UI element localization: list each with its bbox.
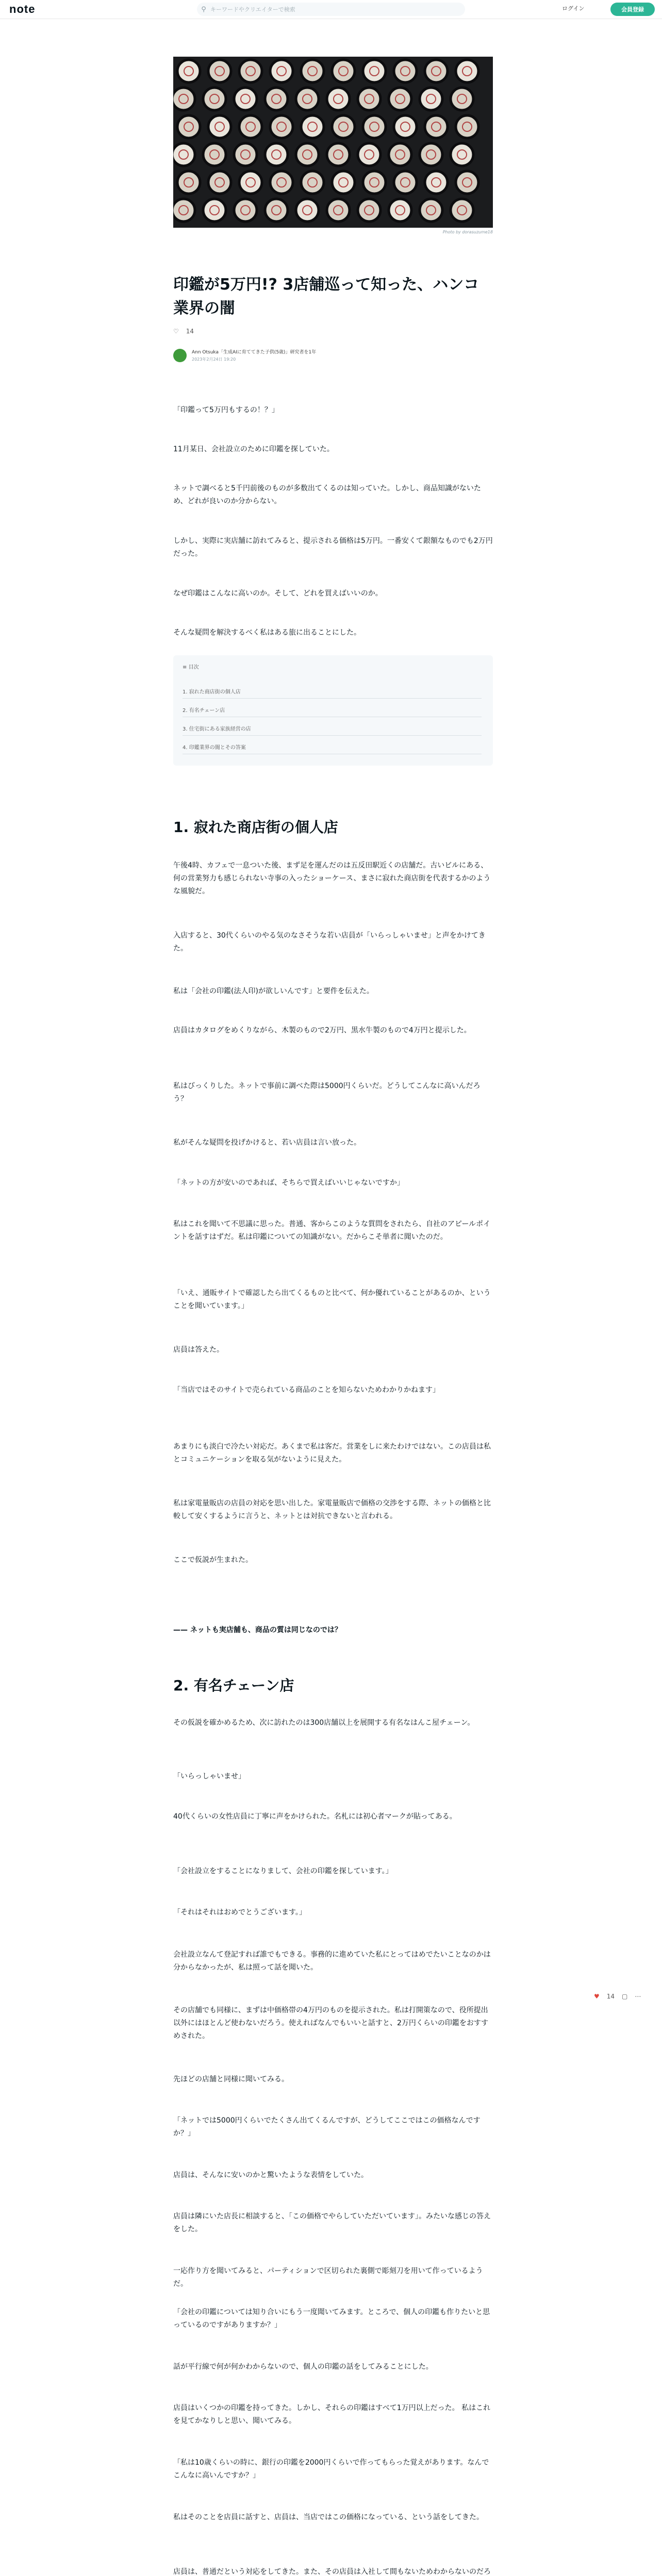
- s2-paragraph: 「私は10歳くらいの時に、銀行の印鑑を2000円くらいで作ってもらった覚えがあります。なんでこんなに高いんですか？」: [173, 2459, 489, 2480]
- search-bar[interactable]: [197, 3, 465, 16]
- s2-paragraph: 店員はいくつかの印鑑を持ってきた。しかし、それらの印鑑はすべて1万円以上だった。 私はこれを見てかなりしと思い、聞いてみる。: [173, 2404, 491, 2425]
- heart-icon[interactable]: ♡: [173, 328, 179, 335]
- s2-paragraph: 店員は、普通だという対応をしてきた。また、その店員は入社して間もないためわからないのだろ: [173, 2568, 491, 2576]
- stamp-cap: [270, 60, 293, 82]
- stamp-cap: [270, 171, 293, 194]
- stamp-cap: [296, 143, 319, 166]
- stamp-cap: [327, 199, 350, 222]
- floating-like-count: 14: [606, 1993, 615, 2000]
- stamp-cap: [203, 88, 226, 110]
- stamp-cap: [296, 199, 319, 222]
- s1-paragraph: 「当店ではそのサイトで売られている商品のことを知らないためわかりかねます」: [173, 1386, 440, 1394]
- stamp-cap: [208, 60, 231, 82]
- s2-paragraph: 「会社設立をすることになりまして、会社の印鑑を探しています。」: [173, 1867, 393, 1875]
- stamp-cap: [234, 88, 257, 110]
- s2-paragraph: 「それはそれはおめでとうございます。」: [173, 1908, 306, 1917]
- stamp-cap: [389, 199, 411, 222]
- stamp-cap: [270, 115, 293, 138]
- stamp-cap: [173, 88, 195, 110]
- toc-item[interactable]: 4. 印鑑業界の闇とその答案: [183, 743, 482, 754]
- s2-paragraph: 一応作り方を聞いてみると、パーティションで区切られた裏側で彫刻刀を用いて作っているようだ。: [173, 2267, 483, 2288]
- stamp-cap: [456, 115, 478, 138]
- s1-paragraph: 「いえ、通販サイトで確認したら出てくるものと比べて、何か優れていることがあるのか、ということを聞いています。」: [173, 1289, 491, 1310]
- stamp-cap: [363, 171, 386, 194]
- intro-paragraph: そんな疑問を解決するべく私はある旅に出ることにした。: [173, 629, 361, 637]
- floating-actions: [594, 1993, 641, 2000]
- s1-paragraph: 私はびっくりした。ネットで事前に調べた際は5000円くらいだ。どうしてこんなに高いんだろう？: [173, 1082, 481, 1103]
- share-icon[interactable]: ⋯: [635, 1993, 641, 2000]
- stamp-cap: [265, 88, 288, 110]
- s2-paragraph: 店員は隣にいた店長に相談すると、「この価格でやらしていただいています」。みたいな感じの答えをした。: [173, 2212, 491, 2233]
- stamp-cap: [451, 199, 473, 222]
- stamp-cap: [327, 143, 350, 166]
- toc-item[interactable]: 1. 寂れた商店街の個人店: [183, 687, 482, 699]
- stamp-cap: [425, 171, 448, 194]
- s2-paragraph: 「会社の印鑑については知り合いにもう一度聞いてみます。ところで、個人の印鑑も作りたいと思っているのですがありますか？」: [173, 2308, 490, 2329]
- stamp-cap: [420, 199, 442, 222]
- stamp-cap: [456, 171, 478, 194]
- stamp-cap: [363, 115, 386, 138]
- section-1-heading: 1. 寂れた商店街の個人店: [173, 819, 338, 836]
- intro-paragraph: しかし、実際に実店舗に訪れてみると、提示される価格は5万円。一番安くて銀額なものでも2万円だった。: [173, 537, 493, 558]
- stamp-cap: [327, 88, 350, 110]
- s1-paragraph: 私がそんな疑問を投げかけると、若い店員は言い放った。: [173, 1139, 361, 1147]
- stamp-cap: [358, 88, 380, 110]
- stamp-cap: [208, 171, 231, 194]
- s2-paragraph: 会社設立なんて登記すれば誰でもできる。事務的に進めていた私にとってはめでたいことなのかは分からなかったが、私は照って話を聞いた。: [173, 1951, 491, 1972]
- s1-paragraph: 入店すると、30代くらいのやる気のなさそうな若い店員が「いらっしゃいませ」と声をかけてきた。: [173, 931, 486, 953]
- floating-heart-icon[interactable]: ♥: [594, 1993, 600, 2000]
- s1-paragraph: 店員はカタログをめくりながら、木製のもので2万円、黒水牛製のもので4万円と提示した。: [173, 1026, 471, 1035]
- hero-image: [173, 57, 493, 228]
- stamp-cap: [265, 143, 288, 166]
- s1-paragraph: 私は家電量販店の店員の対応を思い出した。家電量販店で価格の交渉をする際、ネットの価格と比較して安くするように言うと、ネットとは対抗できないと言われる。: [173, 1499, 491, 1520]
- article-title: 印鑑が5万円!? 3店舗巡って知った、ハンコ業界の闇: [173, 276, 479, 317]
- s1-paragraph: 「ネットの方が安いのであれば、そちらで買えばいいじゃないですか」: [173, 1179, 404, 1187]
- stamp-cap: [394, 171, 417, 194]
- stamp-cap: [389, 88, 411, 110]
- stamp-cap: [363, 60, 386, 82]
- stamp-cap: [234, 143, 257, 166]
- stamp-cap: [265, 199, 288, 222]
- avatar[interactable]: [173, 349, 187, 362]
- toc-icon: ≡: [183, 665, 187, 670]
- stamp-cap: [239, 171, 262, 194]
- search-icon: ⚲: [201, 5, 206, 13]
- site-header: [0, 0, 662, 19]
- stamp-cap: [394, 115, 417, 138]
- stamp-cap: [173, 143, 195, 166]
- stamp-cap: [420, 143, 442, 166]
- s2-paragraph: 40代くらいの女性店員に丁寧に声をかけられた。名札には初心者マークが貼ってある。: [173, 1812, 457, 1821]
- like-count: 14: [186, 328, 194, 335]
- section-2-heading: 2. 有名チェーン店: [173, 1677, 294, 1694]
- signup-button[interactable]: 会員登録: [610, 3, 655, 16]
- stamp-cap: [358, 199, 380, 222]
- s1-paragraph: あまりにも淡白で冷たい対応だ。あくまで私は客だ。営業をしに来たわけではない。この店員は私とコミュニケーションを取る気がないように見えた。: [173, 1443, 491, 1464]
- search-placeholder: キーワードやクリエイターで検索: [210, 6, 295, 13]
- stamp-cap: [173, 199, 195, 222]
- table-of-contents: [173, 655, 493, 766]
- stamp-cap: [239, 115, 262, 138]
- s2-paragraph: 店員は、そんなに安いのかと驚いたような表情をしていた。: [173, 2171, 368, 2179]
- s2-paragraph: 話が平行線で何が何かわからないので、個人の印鑑の話をしてみることにした。: [173, 2363, 433, 2371]
- stamp-cap: [203, 199, 226, 222]
- stamp-cap: [425, 115, 448, 138]
- stamp-cap: [234, 199, 257, 222]
- intro-paragraph: なぜ印鑑はこんなに高いのか。そして、どれを買えばいいのか。: [173, 589, 383, 598]
- s2-paragraph: その店舗でも同様に、まずは中価格帯の4万円のものを提示された。私は打開策なので、役所提出以外にはほとんど使わないだろう。使えればなんでもいいと話すと、2万円くらいの印鑑をおすすめされた。: [173, 2006, 489, 2040]
- intro-paragraph: ネットで調べると5千円前後のものが多数出てくるのは知っていた。しかし、商品知識がないため、どれが良いのか分からない。: [173, 484, 481, 505]
- s1-paragraph: 私は「会社の印鑑(法人印)が欲しいんです」と要件を伝えた。: [173, 987, 374, 995]
- photo-credit: Photo by dorasuzume18: [442, 230, 493, 234]
- stamp-shelf-photo: [173, 57, 493, 228]
- stamp-cap: [239, 60, 262, 82]
- like-row: [173, 328, 194, 335]
- stamp-cap: [456, 60, 478, 82]
- stamp-cap: [451, 143, 473, 166]
- s2-paragraph: その仮説を確かめるため、次に訪れたのは300店舗以上を展開する有名なはんこ屋チェーン。: [173, 1719, 475, 1727]
- author-name[interactable]: Ann Otsuka「生成AIに育ててきた子供(5歳)」研究者を1年: [192, 350, 317, 355]
- stamp-cap: [358, 143, 380, 166]
- stamp-cap: [332, 115, 355, 138]
- toc-item[interactable]: 2. 有名チェーン店: [183, 706, 482, 717]
- comment-icon[interactable]: ▢: [622, 1993, 628, 2000]
- stamp-cap: [208, 115, 231, 138]
- stamp-cap: [332, 171, 355, 194]
- stamp-cap: [296, 88, 319, 110]
- stamp-cap: [301, 171, 324, 194]
- s2-paragraph: 私はそのことを店員に話すと、店員は、当店ではこの価格になっている、という話をしてきた。: [173, 2513, 484, 2521]
- toc-title[interactable]: ≡ 目次: [183, 665, 199, 670]
- note-logo[interactable]: note: [9, 3, 36, 15]
- stamp-cap: [420, 88, 442, 110]
- stamp-cap: [177, 60, 200, 82]
- s1-paragraph: 私はこれを聞いて不思議に思った。普通、客からこのような質問をされたら、自社のアピールポイントを話すはずだ。私は印鑑についての知識がない。だからこそ単者に聞いたのだ。: [173, 1220, 491, 1241]
- s2-paragraph: 先ほどの店舗と同様に聞いてみる。: [173, 2075, 289, 2083]
- publish-date: 2023年2月24日 19:20: [192, 357, 236, 362]
- stamp-cap: [389, 143, 411, 166]
- stamp-cap: [177, 115, 200, 138]
- intro-paragraph: 「印鑑って5万円もするの！？」: [173, 406, 279, 414]
- author-block[interactable]: [173, 348, 316, 362]
- stamp-cap: [394, 60, 417, 82]
- s2-paragraph: 「ネットでは5000円くらいでたくさん出てくるんですが、どうしてここではこの価格なんですか？」: [173, 2116, 481, 2138]
- stamp-cap: [203, 143, 226, 166]
- s1-paragraph: ここで仮説が生まれた。: [173, 1556, 253, 1564]
- stamp-cap: [301, 115, 324, 138]
- stamp-cap: [177, 171, 200, 194]
- hypothesis-line: —— ネットも実店舗も、商品の質は同じなのでは？: [173, 1626, 342, 1634]
- stamp-cap: [301, 60, 324, 82]
- intro-paragraph: 11月某日、会社設立のために印鑑を探していた。: [173, 445, 334, 453]
- s1-paragraph: 午後4時、カフェで一息ついた後、まず足を運んだのは五反田駅近くの店舗だ。古いビルにある、何の営業努力も感じられない寺事の入ったショーケース、まさに寂れた商店街を代表するかのような風貌だ。: [173, 861, 491, 895]
- toc-item[interactable]: 3. 住宅街にある家族経営の店: [183, 724, 482, 736]
- s1-paragraph: 店員は答えた。: [173, 1346, 224, 1354]
- s2-paragraph: 「いらっしゃいませ」: [173, 1772, 245, 1781]
- login-link[interactable]: ログイン: [562, 5, 585, 12]
- stamp-cap: [425, 60, 448, 82]
- stamp-cap: [332, 60, 355, 82]
- stamp-cap: [451, 88, 473, 110]
